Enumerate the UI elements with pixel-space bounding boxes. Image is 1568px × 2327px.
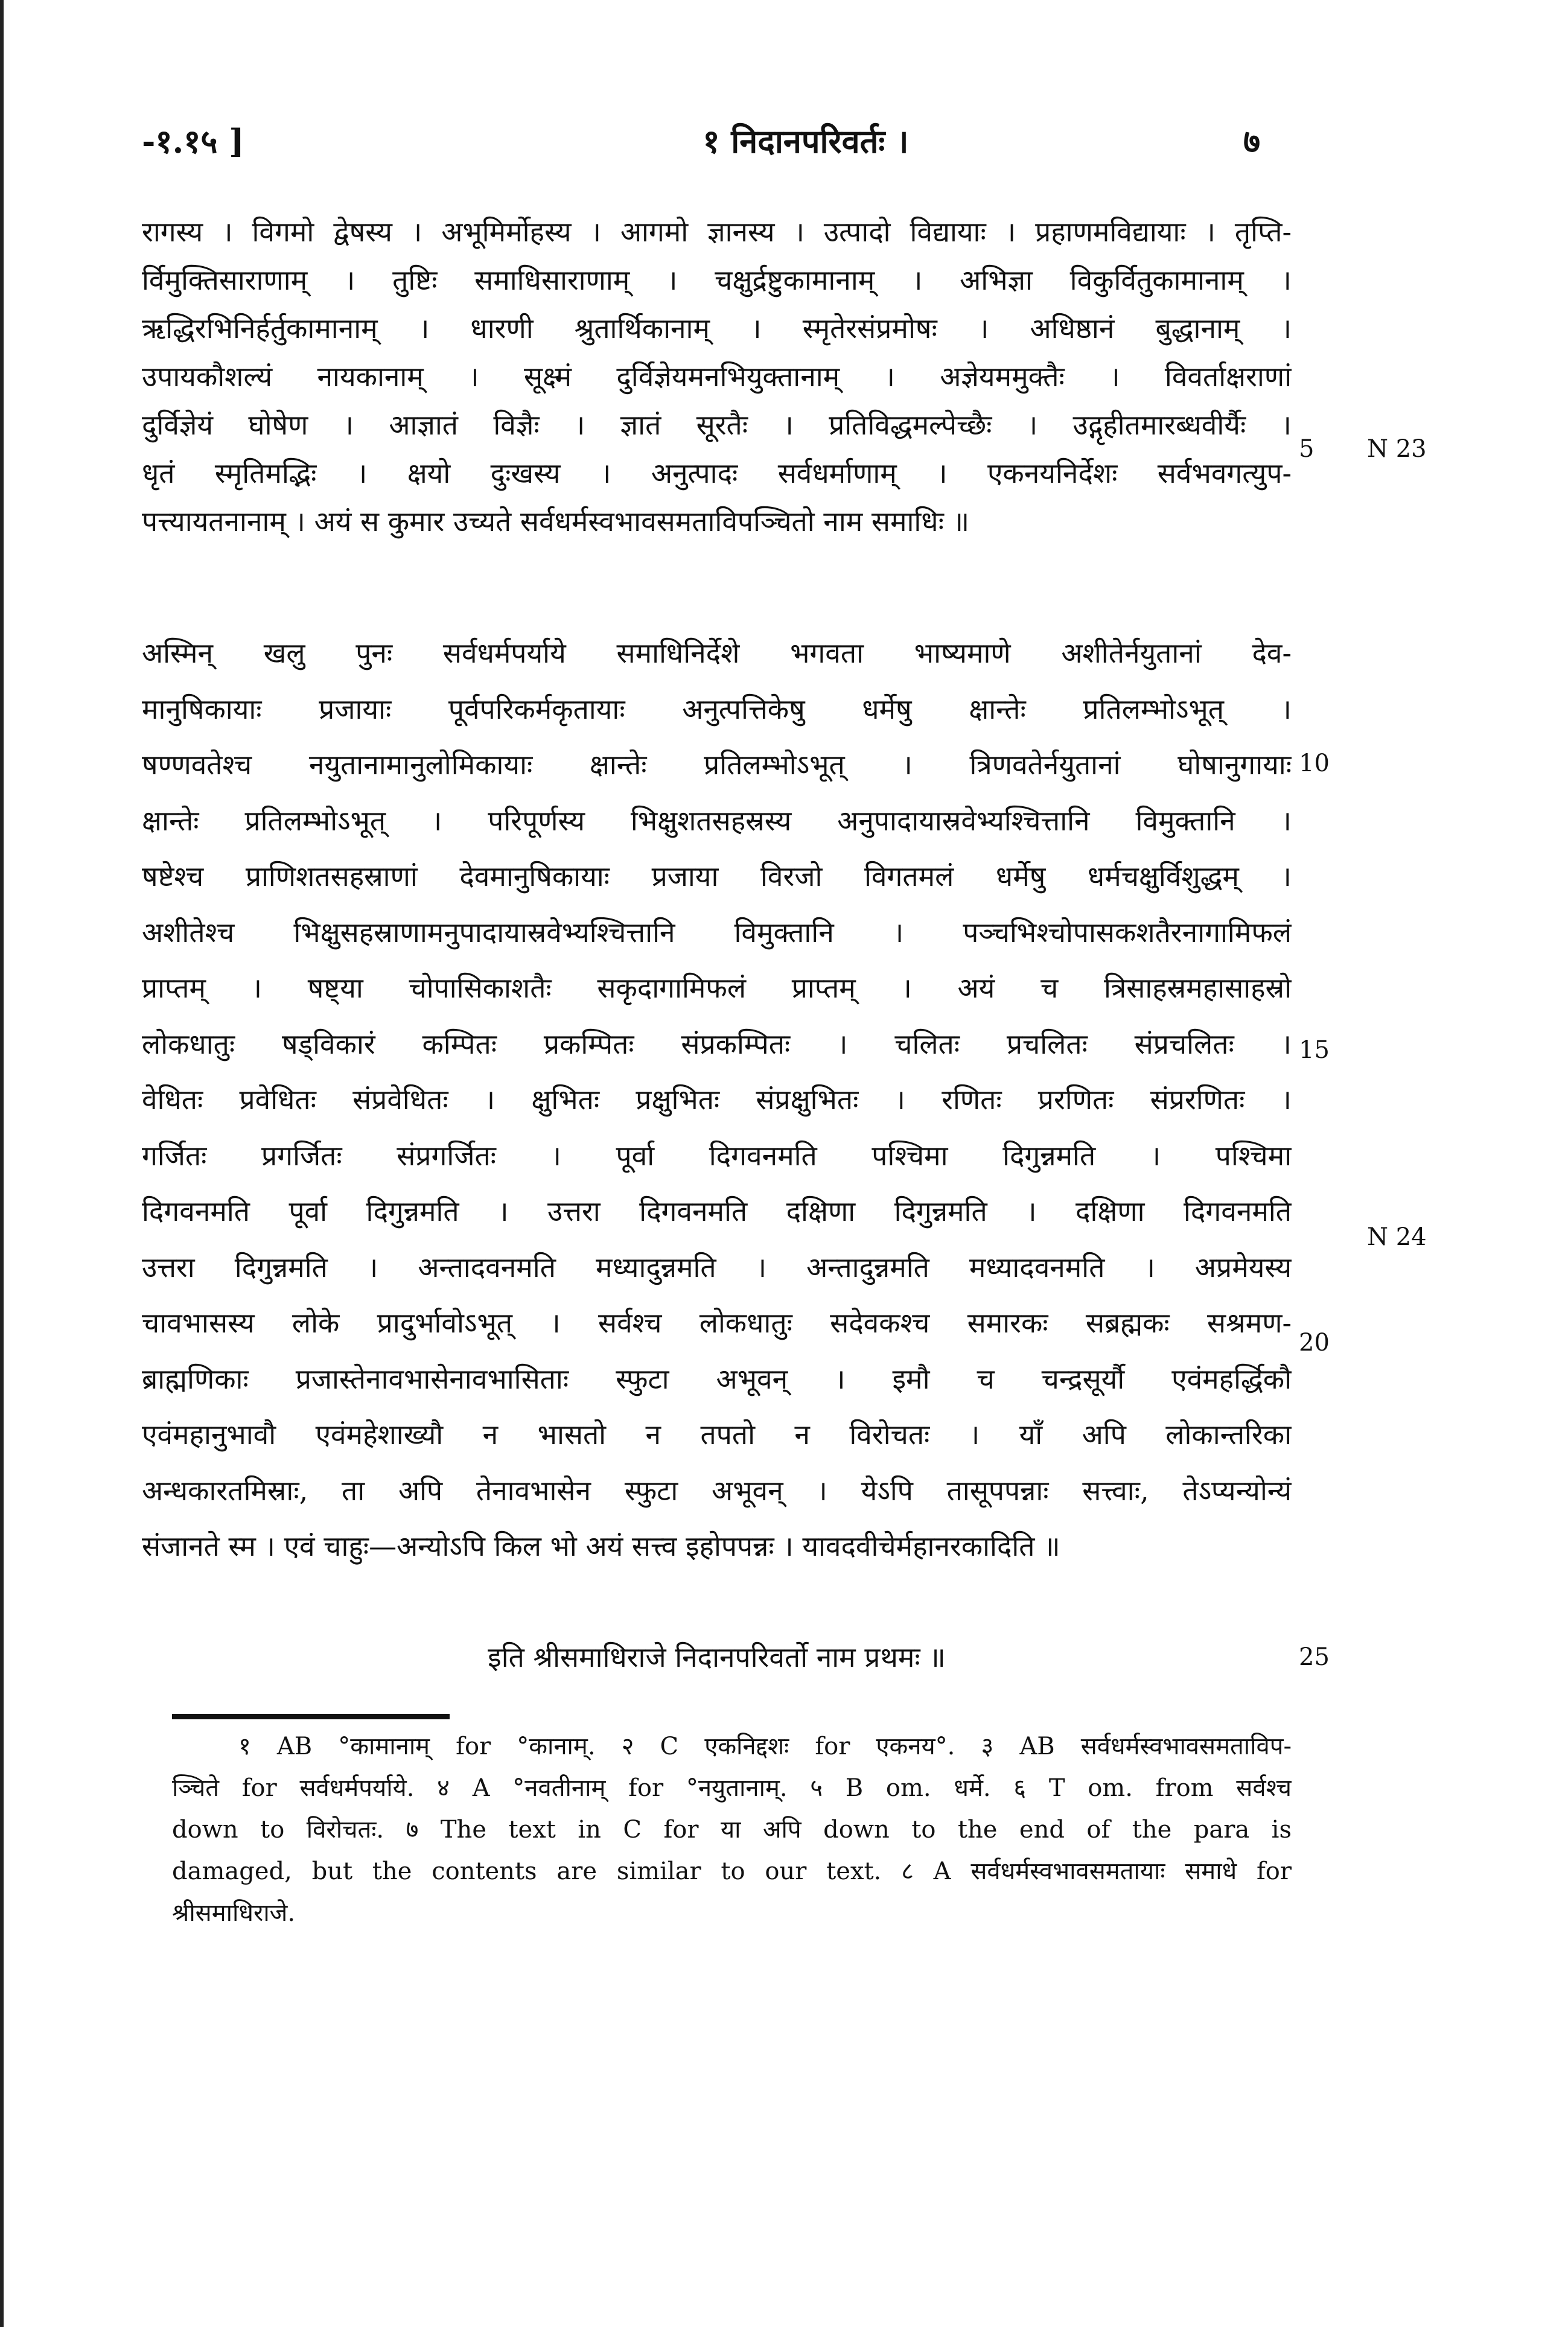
text-line: चावभासस्य लोके प्रादुर्भावोऽभूत् । सर्वश्च लोकधातुः सदेवकश्च समारकः सब्रह्मकः सश्रमण-	[142, 1307, 1292, 1339]
text-line: लोकधातुः षड्विकारं कम्पितः प्रकम्पितः संप्रकम्पितः । चलितः प्रचलितः संप्रचलितः ।	[142, 1027, 1292, 1060]
text-line: प्राप्तम् । षष्ट्या चोपासिकाशतैः सकृदागामिफलं प्राप्तम् । अयं च त्रिसाहस्रमहासाहस्रो	[142, 972, 1292, 1004]
colophon: इति श्रीसमाधिराजे निदानपरिवर्तो नाम प्रथमः ॥	[488, 1641, 946, 1673]
footnote-line: श्रीसमाधिराजे.	[172, 1899, 296, 1927]
text-line: ब्राह्मणिकाः प्रजास्तेनावभासेनावभासिताः स्फुटा अभूवन् । इमौ च चन्द्रसूर्यौ एवंमहर्द्धिकौ	[142, 1362, 1292, 1395]
text-line: गर्जितः प्रगर्जितः संप्रगर्जितः । पूर्वा दिगवनमति पश्चिमा दिगुन्नमति । पश्चिमा	[142, 1139, 1292, 1172]
text-line: उपायकौशल्यं नायकानाम् । सूक्ष्मं दुर्विज्ञेयमनभियुक्तानाम् । अज्ञेयममुक्तैः । विवर्ताक्षराणां	[142, 360, 1292, 393]
line-number: 15	[1299, 1036, 1330, 1064]
text-line: र्विमुक्तिसाराणाम् । तुष्टिः समाधिसाराणाम् । चक्षुर्द्रष्टुकामानाम् । अभिज्ञा विकुर्वितुकामानाम् ।	[142, 264, 1292, 296]
text-line: ऋद्धिरभिनिर्हर्तुकामानाम् । धारणी श्रुतार्थिकानाम् । स्मृतेरसंप्रमोषः । अधिष्ठानं बुद्धानाम् ।	[142, 312, 1292, 345]
line-number: 5	[1299, 435, 1315, 463]
scan-edge	[0, 0, 4, 2327]
footnote-line: damaged, but the contents are similar to our text. ८ A सर्वधर्मस्वभावसमतायाः समाधे for	[172, 1857, 1292, 1885]
footnote-line: १ AB °कामानाम् for °कानाम्. २ C एकनिद्दशः for एकनय°. ३ AB सर्वधर्मस्वभावसमताविप-	[238, 1733, 1292, 1760]
footnote-line: ञ्चिते for सर्वधर्मपर्याये. ४ A °नवतीनाम् for °नयुतानाम्. ५ B om. धर्मे. ६ T om. from सर्वश्च	[172, 1774, 1292, 1802]
text-line: दिगवनमति पूर्वा दिगुन्नमति । उत्तरा दिगवनमति दक्षिणा दिगुन्नमति । दक्षिणा दिगवनमति	[142, 1195, 1292, 1227]
text-line: क्षान्तेः प्रतिलम्भोऽभूत् । परिपूर्णस्य भिक्षुशतसहस्रस्य अनुपादायास्रवेभ्यश्चित्तानि विमुक्तानि ।	[142, 804, 1292, 837]
text-line: वेधितः प्रवेधितः संप्रवेधितः । क्षुभितः प्रक्षुभितः संप्रक्षुभितः । रणितः प्ररणितः संप्ररणितः ।	[142, 1083, 1292, 1116]
line-number: 10	[1299, 750, 1330, 777]
text-line: धृतं स्मृतिमद्भिः । क्षयो दुःखस्य । अनुत्पादः सर्वधर्माणाम् । एकनयनिर्देशः सर्वभवगत्युप-	[142, 457, 1292, 489]
page-number: ७	[1243, 122, 1261, 161]
section-reference: -१.१५ ]	[142, 122, 244, 161]
text-line: षण्णवतेश्च नयुतानामानुलोमिकायाः क्षान्तेः प्रतिलम्भोऽभूत् । त्रिणवतेर्नयुतानां घोषानुगायाः	[142, 748, 1292, 781]
margin-note: N 24	[1367, 1223, 1427, 1251]
footnote-line: down to विरोचतः. ७ The text in C for या अपि down to the end of the para is	[172, 1816, 1292, 1844]
text-line: एवंमहानुभावौ एवंमहेशाख्यौ न भासतो न तपतो न विरोचतः । याँ अपि लोकान्तरिका	[142, 1418, 1292, 1451]
text-line: अन्धकारतमिस्राः, ता अपि तेनावभासेन स्फुटा अभूवन् । येऽपि तासूपपन्नाः सत्त्वाः, तेऽप्यन्योन्यं	[142, 1474, 1292, 1507]
text-line: दुर्विज्ञेयं घोषेण । आज्ञातं विज्ञैः । ज्ञातं सूरतैः । प्रतिविद्धमल्पेच्छैः । उद्गृहीतमारब्धवीर्यैः ।	[142, 409, 1292, 441]
text-line: मानुषिकायाः प्रजायाः पूर्वपरिकर्मकृतायाः अनुत्पत्तिकेषु धर्मेषु क्षान्तेः प्रतिलम्भोऽभूत् ।	[142, 692, 1292, 725]
text-line: उत्तरा दिगुन्नमति । अन्तादवनमति मध्यादुन्नमति । अन्तादुन्नमति मध्यादवनमति । अप्रमेयस्य	[142, 1250, 1292, 1284]
line-number: 20	[1299, 1329, 1330, 1357]
text-line: संजानते स्म । एवं चाहुः—अन्योऽपि किल भो अयं सत्त्व इहोपपन्नः । यावदवीचेर्महानरकादिति ॥	[142, 1530, 1060, 1562]
text-line: षष्टेश्च प्राणिशतसहस्राणां देवमानुषिकायाः प्रजाया विरजो विगतमलं धर्मेषु धर्मचक्षुर्विशुद्धम् ।	[142, 860, 1292, 893]
footnote-rule	[172, 1714, 450, 1719]
margin-note: N 23	[1367, 435, 1427, 463]
text-line: रागस्य । विगमो द्वेषस्य । अभूमिर्मोहस्य । आगमो ज्ञानस्य । उत्पादो विद्यायाः । प्रहाणमविद्यायाः । तृप्ति-	[142, 215, 1292, 248]
text-line: अस्मिन् खलु पुनः सर्वधर्मपर्याये समाधिनिर्देशे भगवता भाष्यमाणे अशीतेर्नयुतानां देव-	[142, 637, 1292, 669]
text-line: पत्त्यायतनानाम् । अयं स कुमार उच्यते सर्वधर्मस्वभावसमताविपञ्चितो नाम समाधिः ॥	[142, 505, 970, 538]
text-line: अशीतेश्च भिक्षुसहस्राणामनुपादायास्रवेभ्यश्चित्तानि विमुक्तानि । पञ्चभिश्चोपासकशतैरनागामिफलं	[142, 915, 1292, 949]
page-title: १ निदानपरिवर्तः ।	[703, 122, 909, 161]
line-number: 25	[1299, 1643, 1330, 1671]
